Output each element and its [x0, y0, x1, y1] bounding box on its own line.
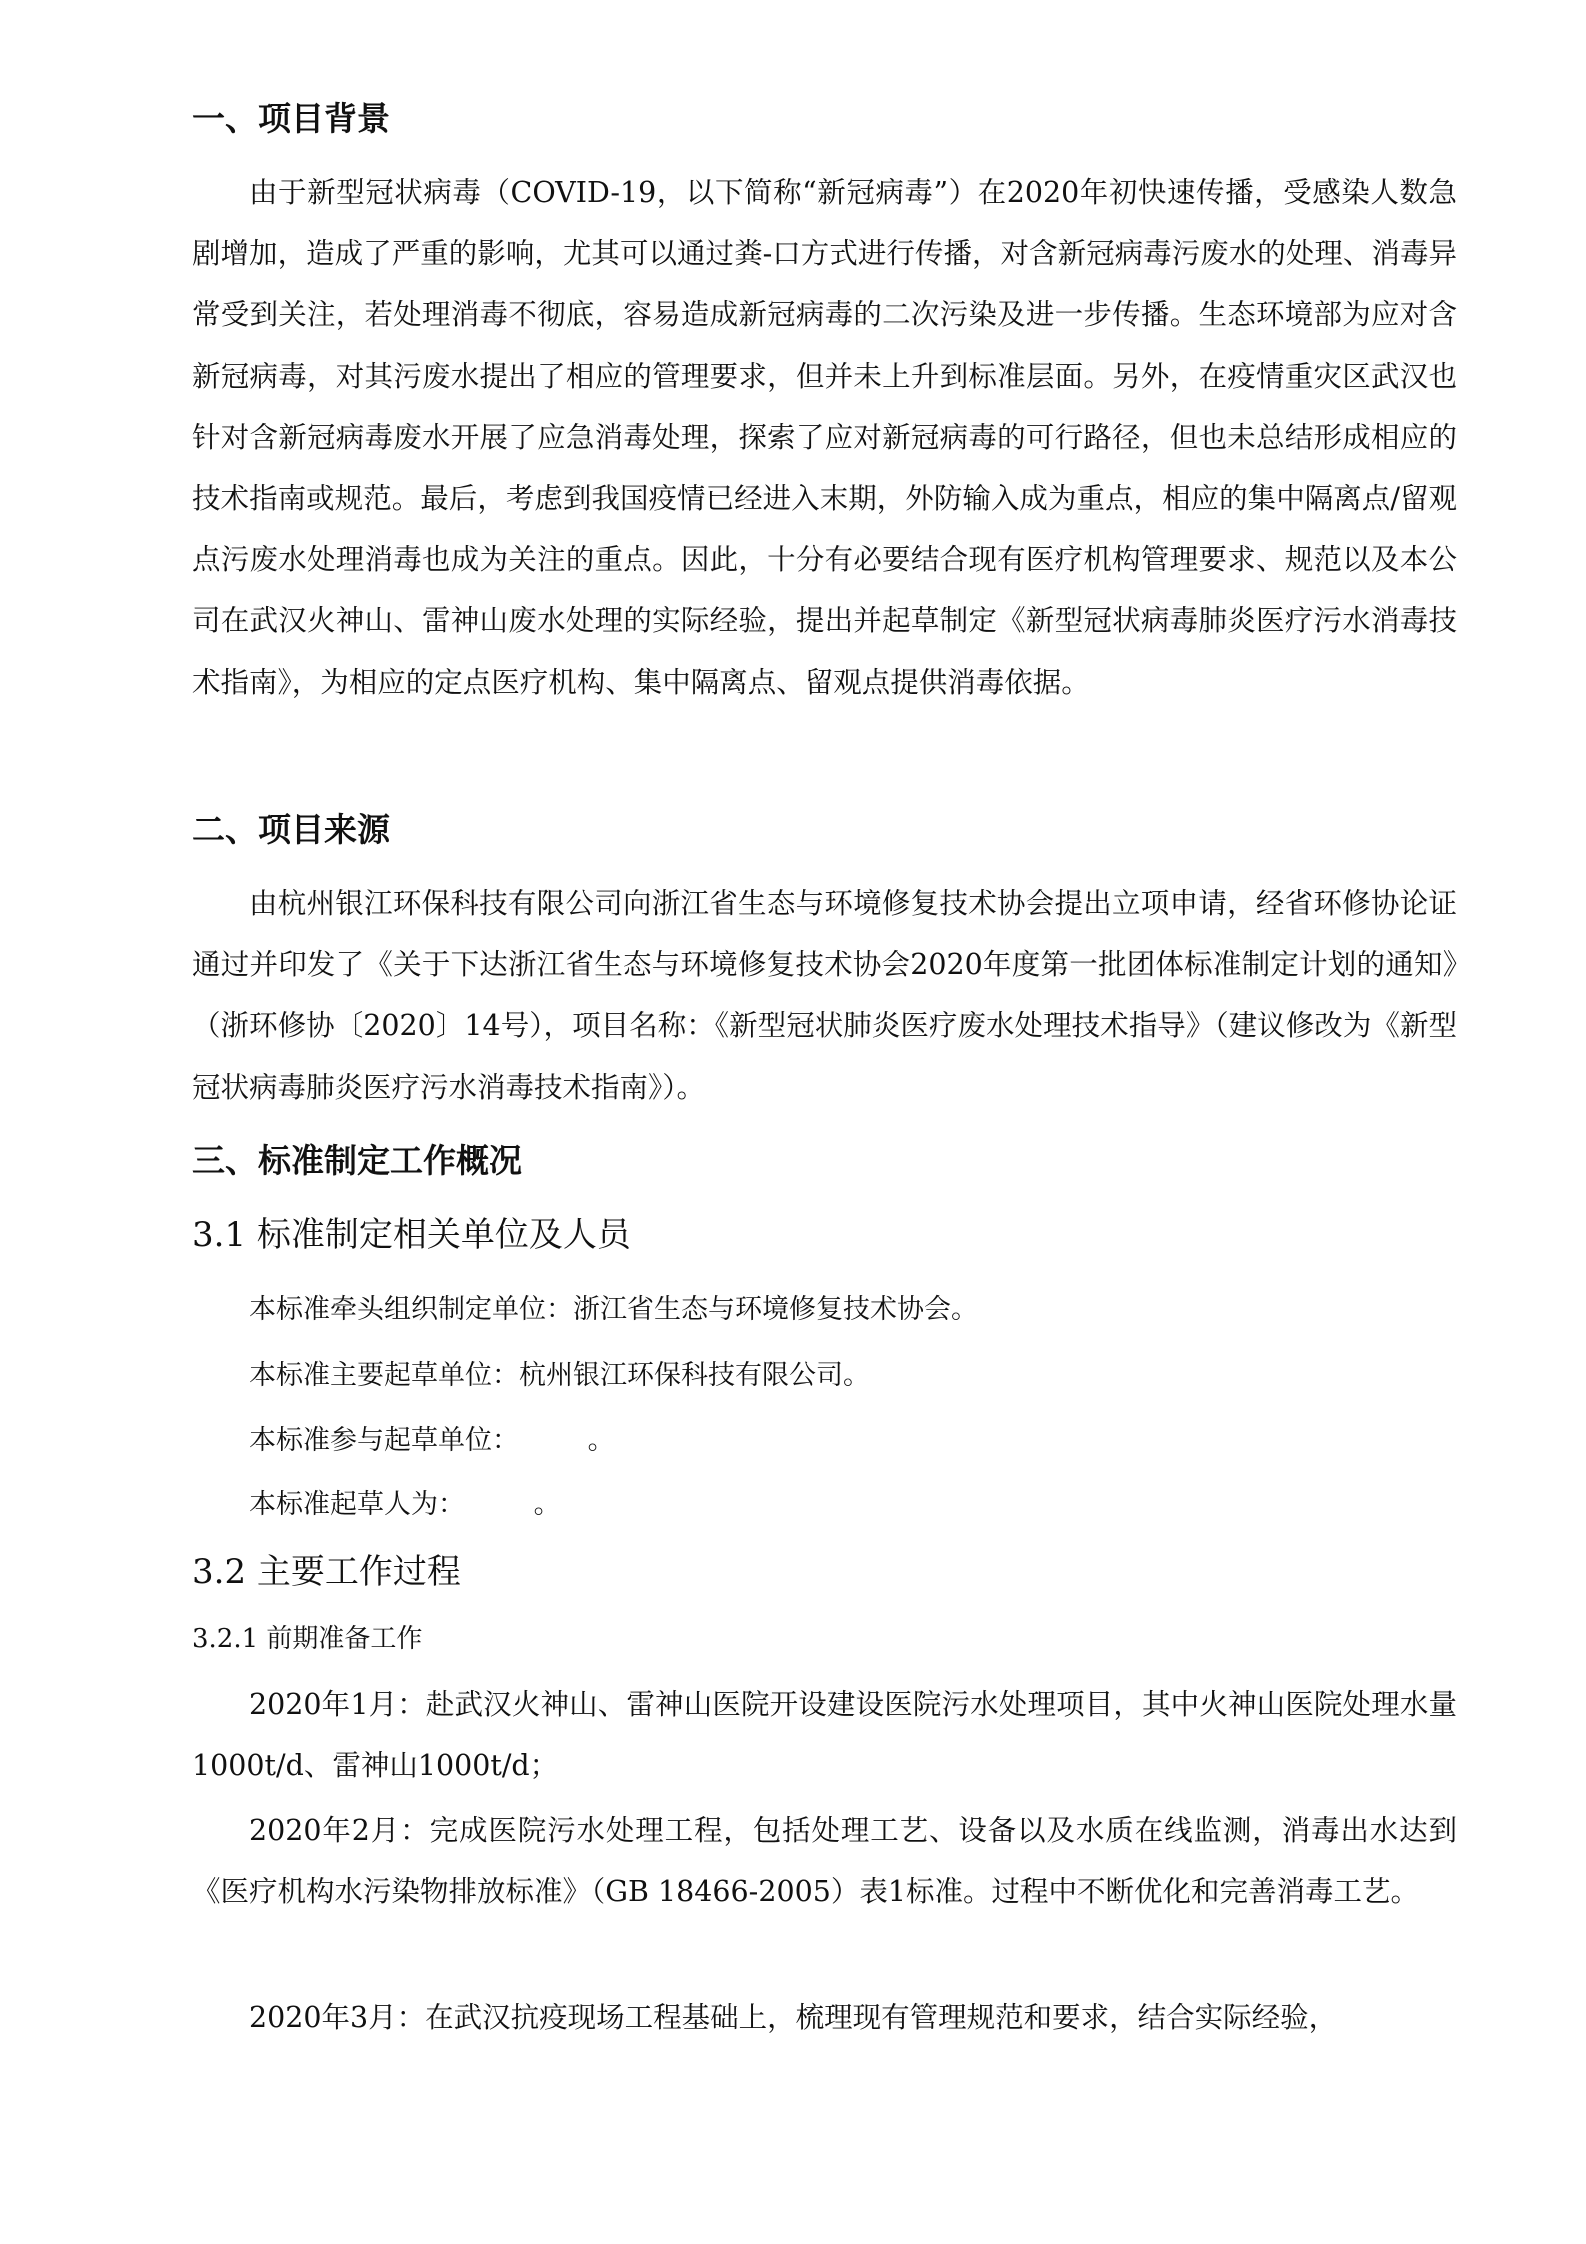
background-paragraph: 由于新型冠状病毒（COVID-19，以下简称“新冠病毒”）在2020年初快速传播，受感染人数急剧增加，造成了严重的影响，尤其可以通过粪-口方式进行传播，对含新冠病毒污废水的处理、消毒异常受到关注，若处理消毒不彻底，容易造成新冠病毒的二次污染及进一步传播。生态环境部为应对含新冠病毒，对其污废水提出了相应的管理要求，但并未上升到标准层面。另外，在疫情重灾区武汉也针对含新冠病毒废水开展了应急消毒处理，探索了应对新冠病毒的可行路径，但也未总结形成相应的技术指南或规范。最后，考虑到我国疫情已经进入末期，外防输入成为重点，相应的集中隔离点/留观点污废水处理消毒也成为关注的重点。因此，十分有必要结合现有医疗机构管理要求、规范以及本公司在武汉火神山、雷神山废水处理的实际经验，提出并起草制定《新型冠状病毒肺炎医疗污水消毒技术指南》，为相应的定点医疗机构、集中隔离点、留观点提供消毒依据。 [192, 176, 1457, 699]
section-heading-overview: 三、标准制定工作概况 [192, 1141, 522, 1180]
list-item: 本标准主要起草单位：杭州银江环保科技有限公司。 [249, 1360, 870, 1391]
subsection-heading-3-1: 3.1 标准制定相关单位及人员 [192, 1215, 631, 1255]
source-paragraph: 由杭州银江环保科技有限公司向浙江省生态与环境修复技术协会提出立项申请，经省环修协论证通过并印发了《关于下达浙江省生态与环境修复技术协会2020年度第一批团体标准制定计划的通知》（浙环修协〔2020〕14号），项目名称：《新型冠状肺炎医疗废水处理技术指导》（建议修改为《新型冠状病毒肺炎医疗污水消毒技术指南》）。 [192, 887, 1457, 1104]
list-item: 本标准牵头组织制定单位：浙江省生态与环境修复技术协会。 [249, 1294, 978, 1325]
list-item: 本标准参与起草单位： 。 [249, 1425, 615, 1456]
section-heading-source: 二、项目来源 [192, 810, 390, 849]
subsubsection-heading-3-2-1: 3.2.1 前期准备工作 [192, 1624, 423, 1654]
timeline-entry: 2020年1月：赴武汉火神山、雷神山医院开设建设医院污水处理项目，其中火神山医院处理水量1000t/d、雷神山1000t/d； [192, 1688, 1457, 1783]
section-heading-background: 一、项目背景 [192, 99, 390, 138]
subsection-heading-3-2: 3.2 主要工作过程 [192, 1552, 461, 1592]
list-item: 本标准起草人为： 。 [249, 1489, 561, 1520]
timeline-entry: 2020年3月：在武汉抗疫现场工程基础上，梳理现有管理规范和要求，结合实际经验， [249, 2001, 1338, 2034]
timeline-entry: 2020年2月：完成医院污水处理工程，包括处理工艺、设备以及水质在线监测，消毒出水达到《医疗机构水污染物排放标准》（GB 18466-2005）表1标准。过程中不断优化和完善消毒工艺。 [192, 1814, 1457, 1909]
